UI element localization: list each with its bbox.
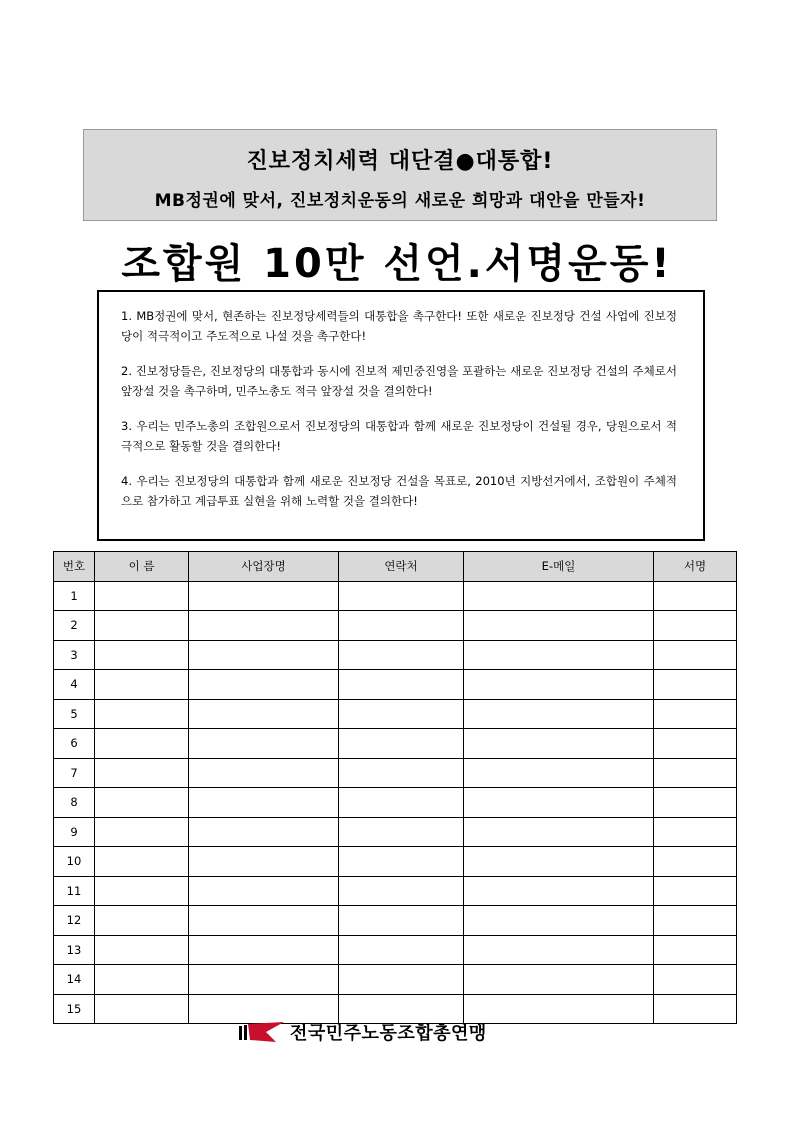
name-cell[interactable]	[95, 788, 189, 818]
workplace-cell[interactable]	[189, 611, 339, 641]
resolution-item: 1. MB정권에 맞서, 현존하는 진보정당세력들의 대통합을 촉구한다! 또한 새로운 진보정당 건설 사업에 진보정당이 적극적이고 주도적으로 나설 것을 촉구한다!	[121, 309, 677, 343]
resolution-item: 3. 우리는 민주노총의 조합원으로서 진보정당의 대통합과 함께 새로운 진보정당이 건설될 경우, 당원으로서 적극적으로 활동할 것을 결의한다!	[121, 419, 677, 453]
signature-cell[interactable]	[654, 847, 737, 877]
name-cell[interactable]	[95, 906, 189, 936]
row-number: 9	[54, 817, 95, 847]
contact-cell[interactable]	[339, 670, 464, 700]
signature-cell[interactable]	[654, 817, 737, 847]
name-cell[interactable]	[95, 817, 189, 847]
row-number: 12	[54, 906, 95, 936]
name-cell[interactable]	[95, 876, 189, 906]
table-row	[54, 611, 737, 641]
row-number: 5	[54, 699, 95, 729]
workplace-cell[interactable]	[189, 640, 339, 670]
row-number: 7	[54, 758, 95, 788]
header-name: 이 름	[95, 552, 189, 582]
name-cell[interactable]	[95, 847, 189, 877]
contact-cell[interactable]	[339, 965, 464, 995]
workplace-cell[interactable]	[189, 847, 339, 877]
email-cell[interactable]	[464, 670, 654, 700]
header-workplace: 사업장명	[189, 552, 339, 582]
signature-cell[interactable]	[654, 965, 737, 995]
contact-cell[interactable]	[339, 758, 464, 788]
workplace-cell[interactable]	[189, 670, 339, 700]
signature-cell[interactable]	[654, 699, 737, 729]
email-cell[interactable]	[464, 847, 654, 877]
resolution-item: 2. 진보정당들은, 진보정당의 대통합과 동시에 진보적 제민중진영을 포괄하는 새로운 진보정당 건설의 주체로서 앞장설 것을 촉구하며, 민주노총도 적극 앞장설 것을 결의한다!	[121, 364, 677, 398]
workplace-cell[interactable]	[189, 876, 339, 906]
name-cell[interactable]	[95, 935, 189, 965]
contact-cell[interactable]	[339, 729, 464, 759]
header-contact: 연락처	[339, 552, 464, 582]
email-cell[interactable]	[464, 788, 654, 818]
table-row	[54, 758, 737, 788]
name-cell[interactable]	[95, 699, 189, 729]
contact-cell[interactable]	[339, 611, 464, 641]
workplace-cell[interactable]	[189, 906, 339, 936]
main-title: 조합원 10만 선언.서명운동!	[121, 241, 673, 287]
email-cell[interactable]	[464, 699, 654, 729]
email-cell[interactable]	[464, 581, 654, 611]
signature-cell[interactable]	[654, 876, 737, 906]
email-cell[interactable]	[464, 758, 654, 788]
signature-cell[interactable]	[654, 788, 737, 818]
table-row	[54, 906, 737, 936]
workplace-cell[interactable]	[189, 788, 339, 818]
table-body	[54, 581, 737, 1024]
row-number: 13	[54, 935, 95, 965]
contact-cell[interactable]	[339, 817, 464, 847]
email-cell[interactable]	[464, 965, 654, 995]
row-number: 14	[54, 965, 95, 995]
row-number: 11	[54, 876, 95, 906]
table-row	[54, 788, 737, 818]
contact-cell[interactable]	[339, 788, 464, 818]
header-box	[83, 129, 717, 221]
email-cell[interactable]	[464, 906, 654, 936]
header-title: 진보정치세력 대단결●대통합!	[246, 149, 554, 174]
resolution-item: 4. 우리는 진보정당의 대통합과 함께 새로운 진보정당 건설을 목표로, 2010년 지방선거에서, 조합원이 주체적으로 참가하고 계급투표 실현을 위해 노력할 것을 결의한다!	[121, 474, 677, 508]
row-number: 10	[54, 847, 95, 877]
header-subtitle: MB정권에 맞서, 진보정치운동의 새로운 희망과 대안을 만들자!	[154, 191, 646, 211]
signature-table	[53, 551, 737, 1024]
name-cell[interactable]	[95, 611, 189, 641]
workplace-cell[interactable]	[189, 817, 339, 847]
name-cell[interactable]	[95, 729, 189, 759]
contact-cell[interactable]	[339, 699, 464, 729]
row-number: 4	[54, 670, 95, 700]
contact-cell[interactable]	[339, 876, 464, 906]
name-cell[interactable]	[95, 965, 189, 995]
email-cell[interactable]	[464, 817, 654, 847]
signature-cell[interactable]	[654, 758, 737, 788]
header-signature: 서명	[654, 552, 737, 582]
header-number: 번호	[54, 552, 95, 582]
signature-cell[interactable]	[654, 906, 737, 936]
table-row	[54, 670, 737, 700]
contact-cell[interactable]	[339, 906, 464, 936]
workplace-cell[interactable]	[189, 581, 339, 611]
workplace-cell[interactable]	[189, 965, 339, 995]
signature-cell[interactable]	[654, 935, 737, 965]
signature-cell[interactable]	[654, 581, 737, 611]
table-row	[54, 935, 737, 965]
email-cell[interactable]	[464, 640, 654, 670]
footer-org-name: 전국민주노동조합총연맹	[290, 1023, 487, 1044]
header-email: E-메일	[464, 552, 654, 582]
workplace-cell[interactable]	[189, 935, 339, 965]
email-cell[interactable]	[464, 729, 654, 759]
email-cell[interactable]	[464, 935, 654, 965]
name-cell[interactable]	[95, 758, 189, 788]
signature-cell[interactable]	[654, 994, 737, 1024]
table-header-row	[54, 552, 737, 582]
signature-cell[interactable]	[654, 640, 737, 670]
kctu-logo-icon	[236, 1020, 286, 1044]
signature-cell[interactable]	[654, 729, 737, 759]
table-row	[54, 699, 737, 729]
contact-cell[interactable]	[339, 581, 464, 611]
row-number: 1	[54, 581, 95, 611]
name-cell[interactable]	[95, 994, 189, 1024]
table-row	[54, 581, 737, 611]
row-number: 6	[54, 729, 95, 759]
name-cell[interactable]	[95, 640, 189, 670]
workplace-cell[interactable]	[189, 729, 339, 759]
row-number: 8	[54, 788, 95, 818]
signature-cell[interactable]	[654, 611, 737, 641]
workplace-cell[interactable]	[189, 699, 339, 729]
email-cell[interactable]	[464, 611, 654, 641]
table-row	[54, 876, 737, 906]
table-row	[54, 965, 737, 995]
row-number: 15	[54, 994, 95, 1024]
table-row	[54, 640, 737, 670]
footer	[236, 1018, 487, 1046]
contact-cell[interactable]	[339, 640, 464, 670]
table-row	[54, 817, 737, 847]
resolution-box	[97, 290, 705, 541]
contact-cell[interactable]	[339, 847, 464, 877]
table-row	[54, 847, 737, 877]
table-row	[54, 729, 737, 759]
workplace-cell[interactable]	[189, 758, 339, 788]
email-cell[interactable]	[464, 994, 654, 1024]
contact-cell[interactable]	[339, 935, 464, 965]
name-cell[interactable]	[95, 581, 189, 611]
row-number: 3	[54, 640, 95, 670]
email-cell[interactable]	[464, 876, 654, 906]
name-cell[interactable]	[95, 670, 189, 700]
row-number: 2	[54, 611, 95, 641]
signature-cell[interactable]	[654, 670, 737, 700]
